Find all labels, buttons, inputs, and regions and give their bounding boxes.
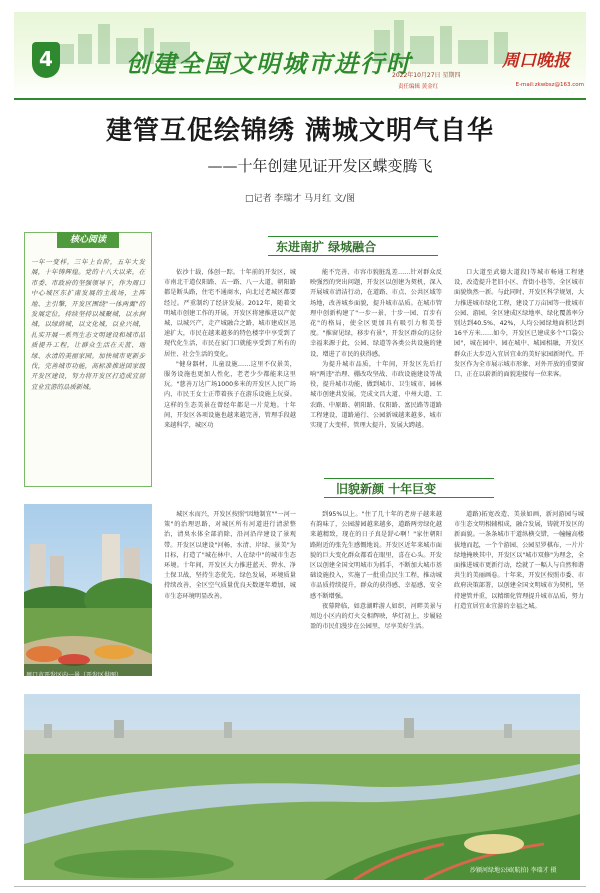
column-title: 创建全国文明城市进行时 <box>126 49 412 78</box>
email-line: E-mail:zkwbsz@163.com <box>515 82 584 88</box>
header-rule <box>14 98 586 100</box>
section2-column3 <box>454 510 584 688</box>
s2-col3-para1: 道路)拓宽改造、美景如画，新河游园与城市生态文明相辅相成，融合发展，铸就开发区的新面貌。一条条城市干道纵横交错，一幢幢高楼拔地而起，一个个游园、公园星罗棋布，一片片绿地掩映其中，开发区以"城市双修"为理念，全面推进城市更新行动，绘就了一幅人与自然和谐共生的美丽画卷。十年来，开发区按照市委、市政府决策部署，以创建全国文明城市为契机，坚持建管并重，以精细化管理提升城市品质，努力打造宜居宜业宜游的幸福之城。 <box>454 511 584 610</box>
s2-col2-para1: 到95%以上。"住了几十年的老房子越来越有韵味了，公园游园越来越多，道路两旁绿化越来越精致，现在的日子真是舒心啊！"家住朝阳路附近的张先生感慨地说。开发区近年来城市面貌的巨大变化群众都看在眼里，喜在心头。开发区以创建全国文明城市为抓手，不断加大城市基础设施投入，实施了一批重点民生工程，推动城市品质持续提升，群众的获得感、幸福感、安全感不断增强。 <box>310 511 442 600</box>
date-line: 2022年10月27日 星期四 <box>392 72 461 79</box>
s1-col2-para1: 能不完善、市容市貌脏乱差……针对群众反映强烈的突出问题，开发区以创建为契机，深入开展城市清洁行动，在道路、市点、公共区域等场地，改善城乡面貌，提升城市品质。在城市管理中创新构建了"一步一景、十步一园、百步有花"的格局，使全区更加具有吸引力和美誉度。"推窗见绿，移步有景"，开发区群众的这份幸福来源于此，公园、绿道等各类公共设施的建设，增进了市民的获得感。 <box>310 269 442 358</box>
footer-rule <box>14 886 586 887</box>
s1-col3-para1: 口大道至武德大道段)等城市畅通工程建设，改造提升老旧小区、背街小巷等，全区城市面貌焕然一新。与此同时，开发区科学规划，大力推进城市绿化工程，建设了万亩园等一批城市公园、游园，全区建成区绿地率、绿化覆盖率分别达到40.5%、42%，人均公园绿地面积达到16平方米……如今，开发区已建成多个"口袋公园"，城在园中、园在城中、城园相融，开发区群众正大步迈入宜居宜业的美好家园新时代。开发区作为全市展示城市形象、对外开放的重要窗口，正在以崭新的面貌迎接每一位来客。 <box>454 269 584 379</box>
section1-column1 <box>164 268 296 492</box>
s1-col2-para2: 为提升城市品质，十年间，开发区先后打响"两违"治理、棚改攻坚战、市政设施建设等战役，提升城市功能，做到城市、卫生城市、园林城市创建共发展，完成文昌大道、中州大道、工农路、中原路、朝阳路、仪阳路、富民路等道路工程建设，道路通行、公园新城越来越多，城市实现了大变样，管理大提升，发展大跨越。 <box>310 360 442 430</box>
byline: □记者 李瑞才 马月红 文/图 <box>244 194 356 204</box>
core-reading-title: 核心阅读 <box>57 232 119 248</box>
park-photo <box>24 504 152 676</box>
core-reading-box <box>24 232 152 487</box>
section2-title: 旧貌新颜 十年巨变 <box>336 482 437 496</box>
page-number: 4 <box>32 42 60 78</box>
subhead: ——十年创建见证开发区蝶变腾飞 <box>207 157 433 175</box>
aerial-river-park-photo <box>24 694 580 880</box>
s1-col1-para1: 依沙十载，体创一踪。十年前的开发区，城市南北干道仅阳路、五一路、八一大道，朝阳路都是断头路，住宅不通商水，向北过老城区都要经过。严重制约了经济发展。2012年，随着文明城市创建工作的开展，开发区将建推进以产促城，以城兴产，走产城融合之路，城市建成区迅速扩大，市民在越来越多的特色楼字中享受到了现代化生活，市民在家门口就能享受到了所有的居住、社会生活的变化。 <box>164 269 296 358</box>
section2-column2 <box>310 510 442 688</box>
headline: 建管互促绘锦绣 满城文明气自华 <box>105 116 495 146</box>
aerial-photo-caption: 沙颍河绿地公园(航拍) 李瑞才 摄 <box>470 867 557 874</box>
core-reading-text: 一年一变样，三年上台阶，五年大发展，十年铸辉煌。党的十八大以来，在市委、市政府的坚强领导下，作为周口中心城区东扩南发展的主战场，主阵地、主引擎，开发区围绕"一体两翼"的发展定位，持续坚持以城聚城，以水润城，以绿荫城，以文化城，以业兴城，扎实开展一系列生态文明建设和城市品质提升工程，让群众生活在天蓝、地绿、水清的美丽家园。加快城市更新步伐，完善城市功能，高标准推进国家级开发区建设，努力将开发区打造成宜居宜业宜游的品质新城。 <box>31 258 145 391</box>
header-banner <box>14 12 586 98</box>
park-photo-caption: 周口市开发区内一景（开发区供图） <box>26 672 123 679</box>
section1-column3 <box>454 268 584 492</box>
editor-line: 责任编辑 黄金红 <box>398 84 439 90</box>
section2-column1 <box>164 510 296 688</box>
s2-col1-para1: 城区水而兴，开发区按照"因地制宜""一河一策"的治理思路，对城区所有河道进行清淤整治，清臭水体全部消除，沿河沿岸建设了景观带。开发区以建设"河畅、水清、岸绿、景美"为目标，打造了"城在林中、人在绿中"的城市生态环境。十年间，开发区大力推进蓝天、碧水、净土保卫战，坚持生态优先、绿色发展，环境质量持续改善，全区空气质量优良天数逐年增加，城市生态环境明显改善。 <box>164 511 296 600</box>
paper-logo: 周口晚报 <box>502 51 570 71</box>
s1-col1-para2: "健身器材，儿童设施……这里不仅景美，服务设施也更加人性化，老老少少都能来这里玩。"慈善万达广场1000多米的开发区人民广场内，市民王女士正带着孩子在游乐设施上玩耍。这样的生态美景在曾经年都是一片荒地。十年间，开发区各项设施也越来越完善，管理手段越来越科学，城区功 <box>164 360 296 430</box>
section1-column2 <box>310 268 442 492</box>
section1-title: 东进南扩 绿城融合 <box>276 240 377 254</box>
s2-col2-para2: 夜幕降临，如意湖畔游人如织，河畔美景与周边小区内的灯火交相辉映，华灯初上，步履轻盈的市民们漫步在公园里，尽享美好生活。 <box>310 602 442 631</box>
